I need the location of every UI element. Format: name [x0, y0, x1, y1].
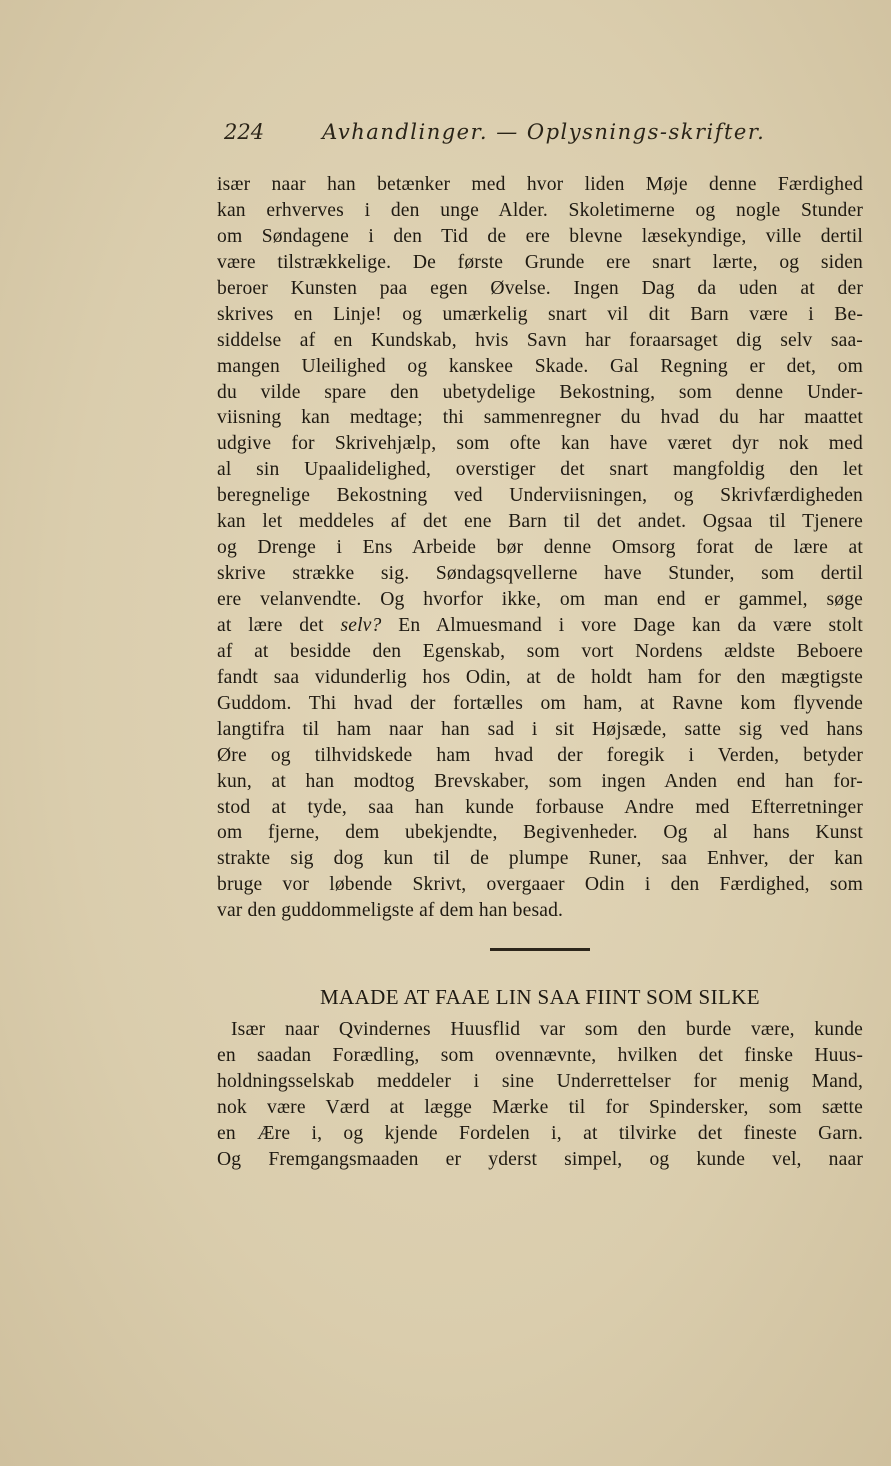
text-line: holdningsselskab meddeler i sine Underrettelser for menig Mand, [217, 1070, 863, 1092]
text-line: kan let meddeles af det ene Barn til det andet. Ogsaa til Tjenere [217, 511, 863, 533]
text-line: Øre og tilhvidskede ham hvad der foregik i Verden, betyder [217, 744, 863, 766]
text-line: ere velanvendte. Og hvorfor ikke, om man end er gammel, søge [217, 589, 863, 610]
text-line: beroer Kunsten paa egen Øvelse. Ingen Dag da uden at der [217, 277, 863, 299]
text-line: siddelse af en Kundskab, hvis Savn har foraarsaget dig selv saa- [217, 329, 863, 351]
text-line: om Søndagene i den Tid de ere blevne læsekyndige, ville dertil [217, 225, 863, 247]
text-line: skrives en Linje! og umærkelig snart vil dit Barn være i Be- [217, 303, 863, 325]
text-line: og Drenge i Ens Arbeide bør denne Omsorg forat de lære at [217, 537, 863, 559]
text-line: især naar han betænker med hvor liden Møje denne Færdighed [217, 174, 863, 195]
text-line: fandt saa vidunderlig hos Odin, at de holdt ham for den mægtigste [217, 666, 863, 688]
text-line: Især naar Qvindernes Huusflid var som den burde være, kunde [231, 1019, 863, 1040]
text-line: kan erhverves i den unge Alder. Skoletimerne og nogle Stunder [217, 199, 863, 221]
text-line: udgive for Skrivehjælp, som ofte kan have været dyr nok med [217, 433, 863, 455]
text-line: skrive strække sig. Søndagsqvellerne have Stunder, som dertil [217, 563, 863, 585]
body-text-section-1 [217, 172, 863, 924]
text-line: nok være Værd at lægge Mærke til for Spindersker, som sætte [217, 1096, 863, 1118]
text-line: stod at tyde, saa han kunde forbause Andre med Efterretninger [217, 796, 863, 818]
body-text-section-2 [217, 1017, 863, 1173]
text-line: en Ære i, og kjende Fordelen i, at tilvirke det fineste Garn. [217, 1122, 863, 1144]
text-line: beregnelige Bekostning ved Underviisningen, og Skrivfærdigheden [217, 485, 863, 507]
text-line: Guddom. Thi hvad der fortælles om ham, at Ravne kom flyvende [217, 692, 863, 714]
section-divider [490, 948, 590, 951]
text-line-with-italic [217, 613, 863, 639]
text-line: langtifra til ham naar han sad i sit Højsæde, satte sig ved hans [217, 718, 863, 740]
text-line: af at besidde den Egenskab, som vort Nordens ældste Beboere [217, 640, 863, 662]
text-line: du vilde spare den ubetydelige Bekostning, som denne Under- [217, 381, 863, 403]
page-number: 224 [224, 120, 265, 144]
running-title: Avhandlinger. — Oplysnings-skrifter. [322, 120, 766, 144]
text-line: viisning kan medtage; thi sammenregner du hvad du har maattet [217, 407, 863, 429]
italic-word: selv? [340, 614, 382, 636]
running-head [224, 120, 784, 144]
text-line: strakte sig dog kun til de plumpe Runer, saa Enhver, der kan [217, 848, 863, 870]
text-line: bruge vor løbende Skrivt, overgaaer Odin i den Færdighed, som [217, 874, 863, 896]
text-fragment: En Almuesmand i vore Dage kan da være stolt [398, 614, 863, 636]
text-line: Og Fremgangsmaaden er yderst simpel, og kunde vel, naar [217, 1148, 863, 1170]
text-line: kun, at han modtog Brevskaber, som ingen Anden end han for- [217, 770, 863, 792]
text-line: al sin Upaalidelighed, overstiger det snart mangfoldig den let [217, 459, 863, 481]
text-line: mangen Uleilighed og kanskee Skade. Gal Regning er det, om [217, 355, 863, 377]
text-line: var den guddommeligste af dem han besad. [217, 900, 564, 922]
text-fragment: at lære det [217, 614, 324, 636]
text-line: en saadan Forædling, som ovennævnte, hvilken det finske Huus- [217, 1044, 863, 1066]
section-heading: MAADE AT FAAE LIN SAA FIINT SOM SILKE [319, 985, 761, 1009]
text-line: være tilstrækkelige. De første Grunde ere snart lærte, og siden [217, 251, 863, 273]
text-line: om fjerne, dem ubekjendte, Begivenheder. Og al hans Kunst [217, 822, 863, 844]
